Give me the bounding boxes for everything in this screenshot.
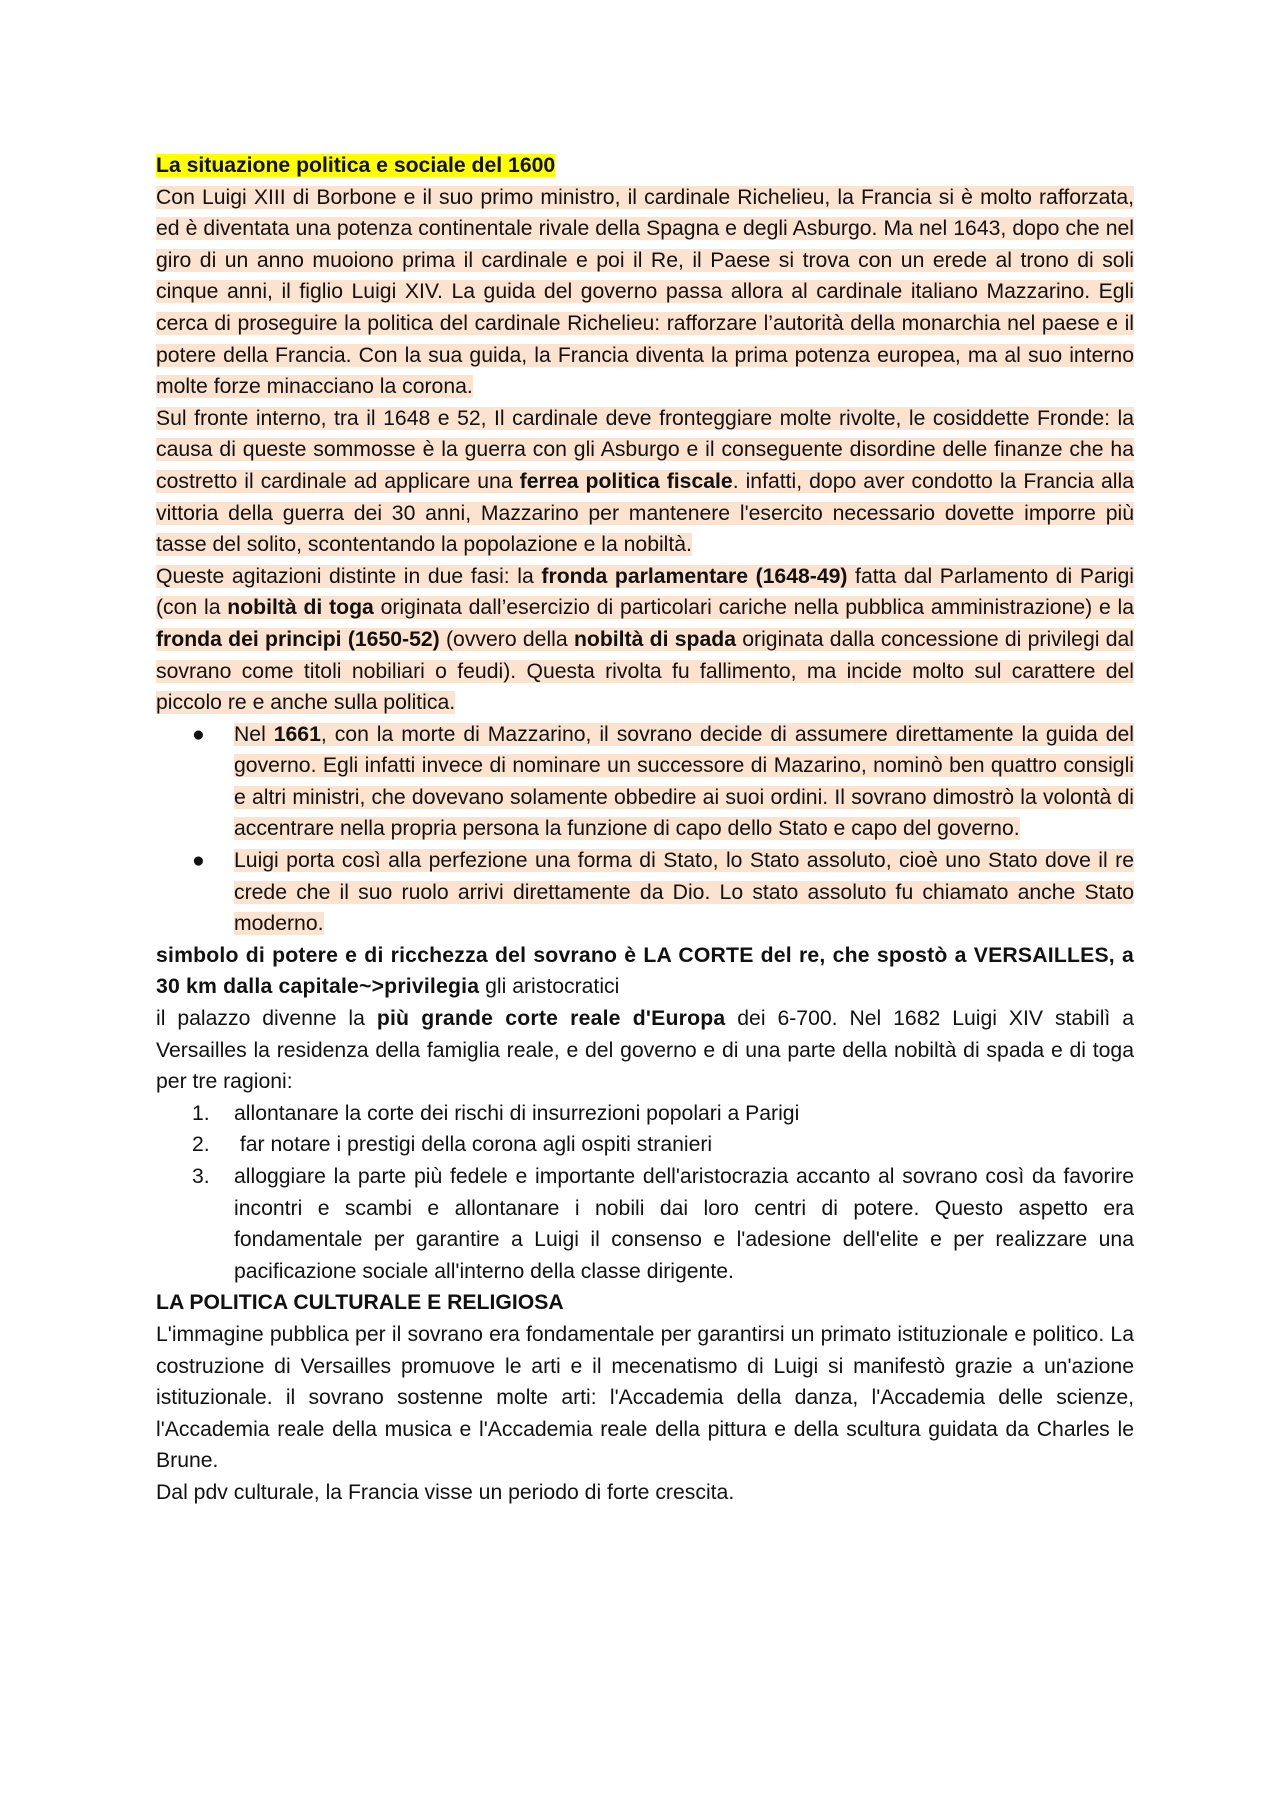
paragraph-cultural-growth: Dal pdv culturale, la Francia visse un periodo di forte crescita. [156,1480,735,1504]
bullet-item-stato-assoluto: ● Luigi porta così alla perfezione una forma di Stato, lo Stato assoluto, cioè uno Stato dove il re crede che il suo ruolo arrivi direttamente da Dio. Lo stato assoluto fu chiamato anche Stato moderno. [156,845,1134,940]
document-page [156,150,1134,1509]
paragraph-fronde: Sul fronte interno, tra il 1648 e 52, Il cardinale deve fronteggiare molte rivolte, le cosiddette Fronde: la causa di queste sommosse è la guerra con gli Asburgo e il conseguente disordine delle finanze che ha costretto il cardinale ad applicare una ferrea politica fiscale. infatti, dopo aver condotto la Francia alla vittoria della guerra dei 30 anni, Mazzarino per mantenere l'esercito necessario dovette imporre più tasse del solito, scontentando la popolazione e la nobiltà. [156,406,1134,557]
bullet-icon: ● [192,722,205,746]
bullet-icon: ● [192,849,205,873]
list-item: 1. allontanare la corte dei rischi di insurrezioni popolari a Parigi [192,1101,800,1125]
paragraph-two-phases: Queste agitazioni distinte in due fasi: la fronda parlamentare (1648-49) fatta dal Parlamento di Parigi (con la nobiltà di toga originata dall’esercizio di particolari cariche nella pubblica amministrazione) e la fronda dei principi (1650-52) (ovvero della nobiltà di spada originata dalla concessione di privilegi dal sovrano come titoli nobiliari o feudi). Questa rivolta fu fallimento, ma incide molto sul carattere del piccolo re e anche sulla politica. [156,564,1135,715]
paragraph-palace: il palazzo divenne la più grande corte reale d'Europa dei 6-700. Nel 1682 Luigi XIV stabilì a Versailles la residenza della famiglia reale, e del governo e di una parte della nobiltà di spada e di toga per tre ragioni: [156,1007,1134,1094]
paragraph-richelieu-mazzarino: Con Luigi XIII di Borbone e il suo primo ministro, il cardinale Richelieu, la Francia si è molto rafforzata, ed è diventata una potenza continentale rivale della Spagna e degli Asburgo. Ma nel 1643, dopo che nel giro di un anno muoiono prima il cardinale e poi il Re, il Paese si trova con un erede al trono di soli cinque anni, il figlio Luigi XIV. La guida del governo passa allora al cardinale italiano Mazzarino. Egli cerca di proseguire la politica del cardinale Richelieu: rafforzare l’autorità della monarchia nel paese e il potere della Francia. Con la sua guida, la Francia diventa la prima potenza europea, ma al suo interno molte forze minacciano la corona. [156,185,1134,399]
list-item: 3. alloggiare la parte più fedele e importante dell'aristocrazia accanto al sovrano così da favorire incontri e scambi e allontanare i nobili dai loro centri di potere. Questo aspetto era fondamentale per garantire a Luigi il consenso e l'adesione dell'elite e per realizzare una pacificazione sociale all'interno della classe dirigente. [192,1165,1134,1283]
list-item: 2. far notare i prestigi della corona agli ospiti stranieri [192,1133,713,1157]
paragraph-versailles-court: simbolo di potere e di ricchezza del sovrano è LA CORTE del re, che spostò a VERSAILLES, a 30 km dalla capitale~>privilegia gli aristocratici [156,943,1134,999]
paragraph-cultural-policy: L'immagine pubblica per il sovrano era fondamentale per garantirsi un primato istituzionale e politico. La costruzione di Versailles promuove le arti e il mecenatismo di Luigi si manifestò grazie a un'azione istituzionale. il sovrano sostenne molte arti: l'Accademia della danza, l'Accademia delle scienze, l'Accademia reale della musica e l'Accademia reale della pittura e della scultura guidata da Charles le Brune. [156,1322,1134,1473]
section-heading: LA POLITICA CULTURALE E RELIGIOSA [156,1291,564,1315]
document-title: La situazione politica e sociale del 1600 [156,154,556,177]
bold-fiscal-policy: ferrea politica fiscale [519,469,733,493]
bullet-item-1661: ● Nel 1661, con la morte di Mazzarino, il sovrano decide di assumere direttamente la guida del governo. Egli infatti invece di nominare un successore di Mazarino, nominò ben quattro consigli e altri ministri, che dovevano solamente obbedire ai suoi ordini. Il sovrano dimostrò la volontà di accentrare nella propria persona la funzione di capo dello Stato e capo del governo. [156,719,1134,845]
